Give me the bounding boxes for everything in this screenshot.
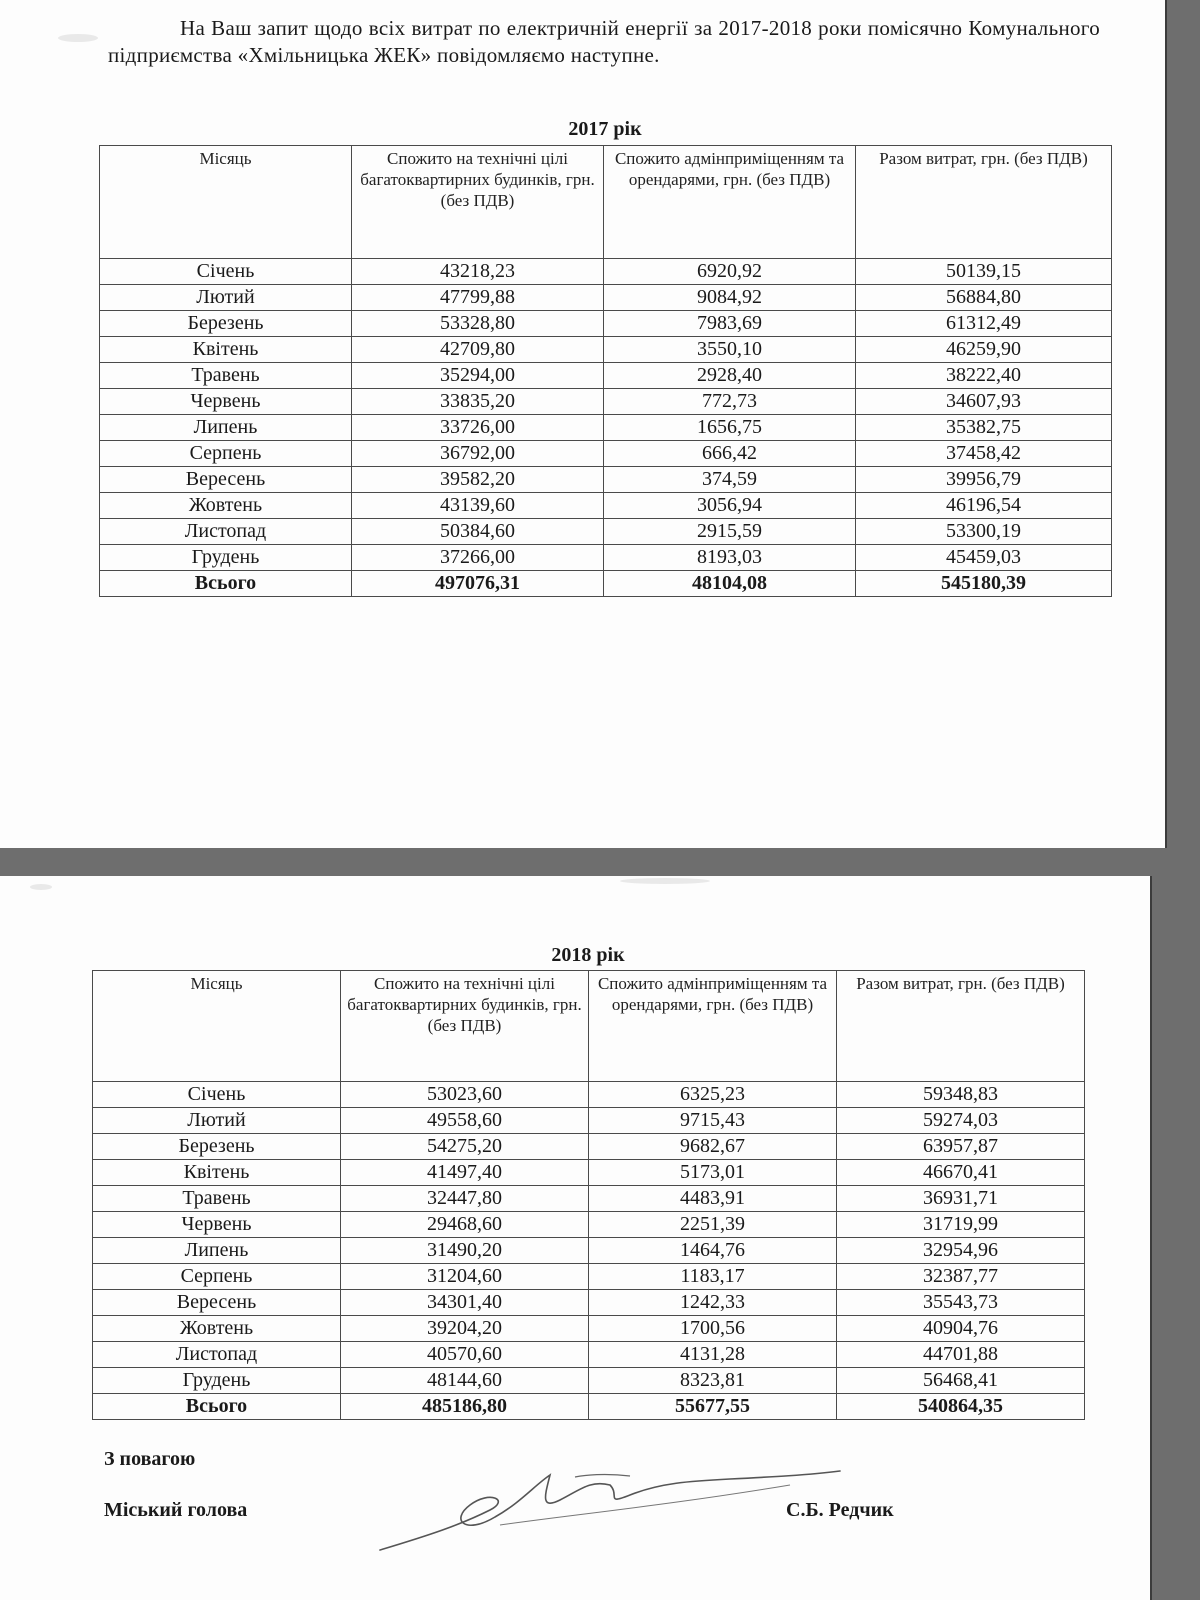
cell-technical: 54275,20 [341, 1134, 589, 1160]
cell-month: Червень [100, 389, 352, 415]
cell-technical: 39582,20 [352, 467, 604, 493]
cell-admin: 55677,55 [589, 1394, 837, 1420]
cell-admin: 1700,56 [589, 1316, 837, 1342]
header-admin: Спожито адмінприміщенням та орендарями, грн. (без ПДВ) [589, 971, 837, 1082]
cell-month: Квітень [100, 337, 352, 363]
cell-month: Листопад [93, 1342, 341, 1368]
cell-total: 545180,39 [856, 571, 1112, 597]
table-title-2017: 2017 рік [568, 118, 642, 140]
cell-technical: 31490,20 [341, 1238, 589, 1264]
scan-smudge [30, 884, 52, 890]
cell-technical: 41497,40 [341, 1160, 589, 1186]
cell-admin: 666,42 [604, 441, 856, 467]
header-month: Місяць [93, 971, 341, 1082]
signer-name: С.Б. Редчик [786, 1499, 894, 1521]
intro-paragraph: На Ваш запит щодо всіх витрат по електричній енергії за 2017-2018 роки помісячно Комунального підприємства «Хмільницька ЖЕК» повідомляємо наступне. [108, 16, 1100, 67]
header-technical: Спожито на технічні цілі багатоквартирних будинків, грн.(без ПДВ) [341, 971, 589, 1082]
header-admin: Спожито адмінприміщенням та орендарями, грн. (без ПДВ) [604, 146, 856, 259]
table-row [100, 545, 1112, 571]
cell-total: 32954,96 [837, 1238, 1085, 1264]
cell-month: Грудень [93, 1368, 341, 1394]
table-row [93, 1264, 1085, 1290]
cell-month: Серпень [93, 1264, 341, 1290]
table-row [93, 1082, 1085, 1108]
cell-total: 35382,75 [856, 415, 1112, 441]
scan-smudge [58, 34, 98, 42]
cell-technical: 43139,60 [352, 493, 604, 519]
cell-admin: 4483,91 [589, 1186, 837, 1212]
cell-month: Жовтень [100, 493, 352, 519]
cell-total: 46670,41 [837, 1160, 1085, 1186]
cell-total: 38222,40 [856, 363, 1112, 389]
table-row [100, 467, 1112, 493]
cell-admin: 5173,01 [589, 1160, 837, 1186]
cell-admin: 6920,92 [604, 259, 856, 285]
table-title-2018: 2018 рік [551, 944, 625, 966]
cell-total: 39956,79 [856, 467, 1112, 493]
cell-admin: 3056,94 [604, 493, 856, 519]
cell-admin: 1464,76 [589, 1238, 837, 1264]
cell-technical: 42709,80 [352, 337, 604, 363]
cell-month: Січень [100, 259, 352, 285]
table-row [93, 1160, 1085, 1186]
cell-technical: 485186,80 [341, 1394, 589, 1420]
cell-admin: 8323,81 [589, 1368, 837, 1394]
cell-technical: 53023,60 [341, 1082, 589, 1108]
cell-total: 34607,93 [856, 389, 1112, 415]
total-row [100, 571, 1112, 597]
cell-technical: 497076,31 [352, 571, 604, 597]
table-row [100, 389, 1112, 415]
cell-admin: 772,73 [604, 389, 856, 415]
cell-month: Всього [100, 571, 352, 597]
cell-month: Лютий [100, 285, 352, 311]
header-technical: Спожито на технічні цілі багатоквартирних будинків, грн.(без ПДВ) [352, 146, 604, 259]
table-row [93, 1368, 1085, 1394]
cell-technical: 43218,23 [352, 259, 604, 285]
cell-total: 45459,03 [856, 545, 1112, 571]
cell-month: Серпень [100, 441, 352, 467]
cell-admin: 9715,43 [589, 1108, 837, 1134]
cell-month: Березень [93, 1134, 341, 1160]
cell-month: Січень [93, 1082, 341, 1108]
table-row [93, 1342, 1085, 1368]
signature-image [370, 1455, 850, 1565]
cell-technical: 47799,88 [352, 285, 604, 311]
cell-total: 50139,15 [856, 259, 1112, 285]
cell-technical: 48144,60 [341, 1368, 589, 1394]
cell-total: 56884,80 [856, 285, 1112, 311]
cell-technical: 33835,20 [352, 389, 604, 415]
cell-admin: 2928,40 [604, 363, 856, 389]
table-row [100, 415, 1112, 441]
cell-total: 61312,49 [856, 311, 1112, 337]
table-row [100, 441, 1112, 467]
table-row [93, 1134, 1085, 1160]
cell-total: 35543,73 [837, 1290, 1085, 1316]
cell-admin: 1183,17 [589, 1264, 837, 1290]
cell-technical: 33726,00 [352, 415, 604, 441]
cell-month: Липень [93, 1238, 341, 1264]
cell-month: Травень [93, 1186, 341, 1212]
cell-month: Листопад [100, 519, 352, 545]
cell-technical: 37266,00 [352, 545, 604, 571]
header-total: Разом витрат, грн. (без ПДВ) [856, 146, 1112, 259]
cell-admin: 1656,75 [604, 415, 856, 441]
cell-total: 59348,83 [837, 1082, 1085, 1108]
signer-position: Міський голова [104, 1499, 248, 1521]
cell-technical: 32447,80 [341, 1186, 589, 1212]
table-header-row [93, 971, 1085, 1082]
cell-admin: 9084,92 [604, 285, 856, 311]
cell-admin: 6325,23 [589, 1082, 837, 1108]
cell-month: Лютий [93, 1108, 341, 1134]
table-row [100, 259, 1112, 285]
cell-total: 32387,77 [837, 1264, 1085, 1290]
cell-technical: 39204,20 [341, 1316, 589, 1342]
table-row [93, 1186, 1085, 1212]
cell-month: Квітень [93, 1160, 341, 1186]
cell-total: 46196,54 [856, 493, 1112, 519]
table-row [93, 1108, 1085, 1134]
table-2017 [99, 145, 1112, 597]
cell-admin: 374,59 [604, 467, 856, 493]
cell-technical: 40570,60 [341, 1342, 589, 1368]
cell-total: 36931,71 [837, 1186, 1085, 1212]
cell-total: 40904,76 [837, 1316, 1085, 1342]
cell-admin: 9682,67 [589, 1134, 837, 1160]
scan-smudge [620, 878, 710, 884]
cell-technical: 29468,60 [341, 1212, 589, 1238]
cell-technical: 34301,40 [341, 1290, 589, 1316]
header-month: Місяць [100, 146, 352, 259]
cell-month: Березень [100, 311, 352, 337]
total-row [93, 1394, 1085, 1420]
cell-admin: 4131,28 [589, 1342, 837, 1368]
table-row [100, 519, 1112, 545]
cell-month: Всього [93, 1394, 341, 1420]
cell-admin: 8193,03 [604, 545, 856, 571]
table-2018 [92, 970, 1085, 1420]
table-row [93, 1290, 1085, 1316]
cell-month: Вересень [93, 1290, 341, 1316]
cell-month: Травень [100, 363, 352, 389]
cell-admin: 2915,59 [604, 519, 856, 545]
cell-month: Вересень [100, 467, 352, 493]
cell-month: Грудень [100, 545, 352, 571]
table-row [100, 285, 1112, 311]
cell-technical: 49558,60 [341, 1108, 589, 1134]
table-row [93, 1238, 1085, 1264]
cell-admin: 7983,69 [604, 311, 856, 337]
cell-admin: 2251,39 [589, 1212, 837, 1238]
cell-total: 59274,03 [837, 1108, 1085, 1134]
header-total: Разом витрат, грн. (без ПДВ) [837, 971, 1085, 1082]
cell-total: 44701,88 [837, 1342, 1085, 1368]
cell-month: Липень [100, 415, 352, 441]
cell-admin: 3550,10 [604, 337, 856, 363]
table-row [100, 363, 1112, 389]
cell-technical: 50384,60 [352, 519, 604, 545]
cell-total: 37458,42 [856, 441, 1112, 467]
cell-total: 53300,19 [856, 519, 1112, 545]
cell-technical: 53328,80 [352, 311, 604, 337]
table-row [93, 1212, 1085, 1238]
table-header-row [100, 146, 1112, 259]
cell-total: 56468,41 [837, 1368, 1085, 1394]
cell-technical: 35294,00 [352, 363, 604, 389]
cell-technical: 31204,60 [341, 1264, 589, 1290]
table-row [93, 1316, 1085, 1342]
cell-total: 46259,90 [856, 337, 1112, 363]
cell-admin: 1242,33 [589, 1290, 837, 1316]
cell-total: 31719,99 [837, 1212, 1085, 1238]
cell-total: 540864,35 [837, 1394, 1085, 1420]
table-row [100, 337, 1112, 363]
cell-technical: 36792,00 [352, 441, 604, 467]
table-row [100, 311, 1112, 337]
cell-total: 63957,87 [837, 1134, 1085, 1160]
cell-month: Червень [93, 1212, 341, 1238]
cell-month: Жовтень [93, 1316, 341, 1342]
closing-regards: З повагою [104, 1448, 196, 1470]
cell-admin: 48104,08 [604, 571, 856, 597]
table-row [100, 493, 1112, 519]
